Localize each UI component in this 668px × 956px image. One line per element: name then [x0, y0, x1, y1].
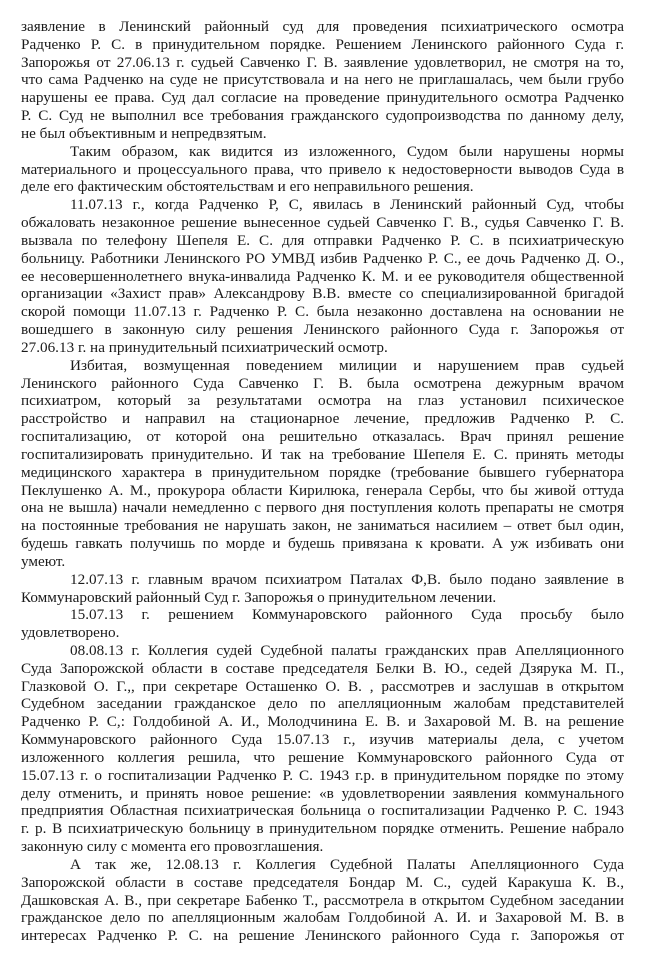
paragraph: [21, 606, 624, 642]
text-line: изложенного коллегия решила, что решение Коммунаровского районного Суда от: [21, 748, 624, 766]
text-line: заявление в Ленинский районный суд для проведения психиатрического осмотра: [21, 18, 624, 35]
text-line: не был объективным и непредвзятым.: [21, 124, 267, 142]
text-line: Суда Запорожской области в составе председателя Белки В. Ю., седей Дзярука М. П.,: [21, 659, 624, 677]
text-line: удовлетворено.: [21, 624, 120, 642]
text-line: 15.07.13 г. о госпитализации Радченко Р. С. 1943 г.р. в принудительном порядке по этому: [21, 766, 624, 784]
text-line: законную силу с момента его провозглашения.: [21, 838, 324, 856]
text-line: материального и процессуального права, что привело к недостоверности выводов Суда в: [21, 160, 624, 178]
text-line: ее несовершеннолетнего внука-инвалида Радченко К. М. и ее руководителя общественной: [21, 267, 624, 285]
text-line: г. р. В психиатрическую больницу в принудительном порядке отменить. Решение набрало: [21, 820, 624, 838]
text-line: Р. С. Суд не выполнил все требования гражданского судопроизводства по данному делу,: [21, 107, 624, 125]
text-line: скорой помощи 11.07.13 г. Радченко Р. С. была незаконно доставлена на основании не: [21, 303, 624, 321]
text-line: умеют.: [21, 552, 66, 570]
paragraph: [21, 196, 624, 356]
text-line: А так же, 12.08.13 г. Коллегия Судебной Палаты Апелляционного Суда: [70, 855, 624, 873]
text-line: вошедшего в законную силу решения Ленинского районного Суда г. Запорожья от: [21, 321, 624, 339]
text-line: делу отменить, и принять новое решение: «в удовлетворении заявления коммунального: [21, 784, 624, 802]
text-line: предприятия Областная психиатрическая больница о госпитализации Радченко Р. С. 1943: [21, 802, 624, 820]
text-line: Коммунаровский районный Суд г. Запорожья о принудительном лечении.: [21, 588, 497, 606]
text-line: Радченко Р. С,: Голдобиной А. И., Молодчинина Е. В. и Захаровой М. В. на решение: [21, 713, 624, 731]
text-line: расстройство и направил на стационарное лечение, предложив Радченко Р. С.: [21, 410, 624, 428]
text-line: 27.06.13 г. на принудительный психиатрический осмотр.: [21, 338, 388, 356]
text-line: Избитая, возмущенная поведением милиции и нарушением прав судьей: [70, 356, 624, 374]
text-line: 08.08.13 г. Коллегия судей Судебной палаты гражданских прав Апелляционного: [70, 641, 624, 659]
text-line: Судебном заседании гражданское дело по апелляционным жалобам представителей: [21, 695, 624, 713]
text-line: Ленинского районного Суда Савченко Г. В. была осмотрена дежурным врачом: [21, 374, 624, 392]
text-line: деле его фактическим обстоятельствам и его неправильного решения.: [21, 178, 474, 196]
paragraph: [21, 143, 624, 196]
text-line: 15.07.13 г. решением Коммунаровского районного Суда просьбу было: [70, 606, 624, 624]
paragraph: [21, 571, 624, 607]
text-line: вызвала по телефону Шепеля Е. С. для отправки Радченко Р. С. в психиатрическую: [21, 231, 624, 249]
text-line: Глазковой О. Г.,, при секретаре Осташенко О. В. , рассмотрев и заслушав в открытом: [21, 677, 624, 695]
text-line: Коммунаровского районного Суда 15.07.13 г., изучив материалы дела, с учетом: [21, 731, 624, 749]
text-line: 11.07.13 г., когда Радченко Р, С, явилась в Ленинский районный Суд, чтобы: [70, 196, 624, 214]
text-line: гражданское дело по апелляционным жалобам Голдобиной А. И. и Захаровой М. В. в: [21, 909, 624, 927]
text-line: она не вышла) начали немедленно с первого дня поступления колоть препараты не смотря: [21, 499, 624, 517]
text-line: психиатром, который за результатами осмотра на глаз установил психическое: [21, 392, 624, 410]
text-line: организации «Захист прав» Александрову В.В. вместе со специализированной бригадой: [21, 285, 624, 303]
paragraph: [21, 357, 624, 571]
text-line: 12.07.13 г. главным врачом психиатром Паталах Ф,В. было подано заявление в: [70, 570, 624, 588]
text-line: медицинского характера в принудительном порядке (требование бывшего губернатора: [21, 463, 624, 481]
text-line: больницу. Работники Ленинского РО УМВД избив Радченко Р. С., ее дочь Радченко Д. О.,: [21, 249, 624, 267]
text-line: Запорожья от 27.06.13 г. судьей Савченко Г. В. заявление удовлетворил, не смотря на то,: [21, 53, 624, 71]
text-line: на постоянные требования не нарушать закон, не заниматься насилием – ответ был один,: [21, 517, 624, 535]
text-line: Дашковская А. В., при секретаре Бабенко Т., рассмотрела в открытом Судебном заседании: [21, 891, 624, 909]
text-line: Пеклушенко А. М., прокурора области Кирилюка, генерала Сербы, что бы живой оттуда: [21, 481, 624, 499]
text-line: будешь гавкать получишь по морде и будешь привязана к кровати. А уж избивать они: [21, 535, 624, 553]
text-line: что сама Радченко на суде не присутствовала и на него не приглашалась, чем были грубо: [21, 71, 624, 89]
text-line: госпитализацию, от которой она решительно отказалась. Врач принял решение: [21, 428, 624, 446]
text-line: госпитализировать принудительно. И так на требование Шепеля Е. С. принять методы: [21, 445, 624, 463]
text-line: интересах Радченко Р. С. на решение Ленинского районного Суда г. Запорожья от: [21, 927, 624, 945]
paragraph: [21, 856, 624, 945]
text-line: Радченко Р. С. в принудительном порядке. Решением Ленинского районного Суда г.: [21, 35, 624, 53]
text-line: Запорожской области в составе председателя Бондар М. С., судей Каракуша К. В.,: [21, 873, 624, 891]
text-line: обжаловать незаконное решение вынесенное судьей Савченко Г. В., судья Савченко Г. В.: [21, 214, 624, 232]
document-page: [21, 18, 624, 945]
text-line: нарушены ее права. Суд дал согласие на проведение принудительного осмотра Радченко: [21, 89, 624, 107]
text-line: Таким образом, как видится из изложенного, Судом были нарушены нормы: [70, 142, 624, 160]
paragraph: [21, 18, 624, 143]
paragraph: [21, 642, 624, 856]
